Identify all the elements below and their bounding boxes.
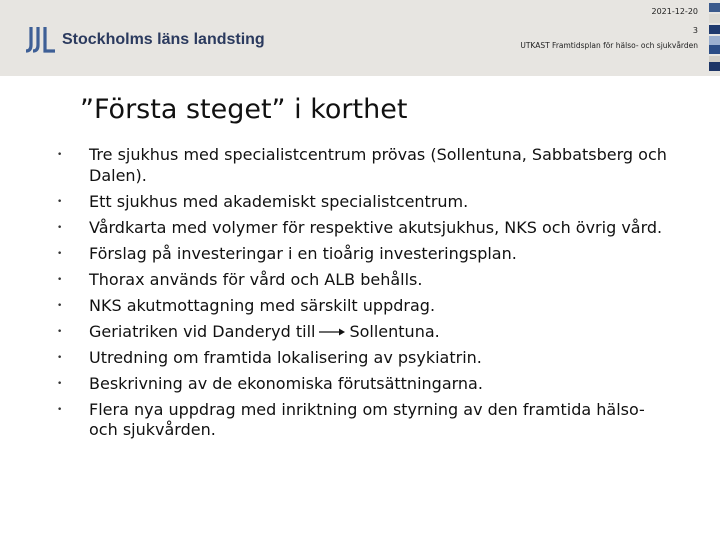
- bullet-icon: •: [57, 326, 63, 337]
- bullet-item: [57, 400, 677, 441]
- bullet-item: [57, 374, 677, 395]
- page-number: 3: [692, 26, 698, 35]
- bullet-item: [57, 296, 677, 317]
- bullet-text-before: Geriatriken vid Danderyd till: [89, 321, 316, 341]
- bullet-text: Förslag på investeringar i en tioårig investeringsplan.: [89, 243, 517, 263]
- bullet-item: [57, 270, 677, 291]
- right-arrow-icon: [317, 327, 347, 337]
- bullet-text: Beskrivning av de ekonomiska förutsättningarna.: [89, 373, 483, 393]
- accent-square: [709, 36, 720, 45]
- document-title: UTKAST Framtidsplan för hälso- och sjukvården: [520, 41, 698, 50]
- bullet-item: [57, 192, 677, 213]
- bullet-item: [57, 218, 677, 239]
- bullet-text-after: Sollentuna.: [349, 321, 440, 341]
- bullet-text: Flera nya uppdrag med inriktning om styrning av den framtida hälso- och sjukvården.: [89, 399, 645, 439]
- bullet-text: Thorax används för vård och ALB behålls.: [89, 269, 423, 289]
- accent-square: [709, 45, 720, 54]
- bullet-list: [57, 145, 677, 446]
- slide-date: 2021-12-20: [651, 7, 698, 16]
- bullet-icon: •: [57, 222, 63, 233]
- bullet-icon: •: [57, 300, 63, 311]
- slide-title: ”Första steget” i korthet: [80, 94, 408, 125]
- org-name: Stockholms läns landsting: [62, 31, 265, 48]
- bullet-icon: •: [57, 248, 63, 259]
- bullet-text: Utredning om framtida lokalisering av psykiatrin.: [89, 347, 482, 367]
- bullet-icon: •: [57, 378, 63, 389]
- accent-square: [709, 3, 720, 12]
- bullet-item: [57, 244, 677, 265]
- bullet-item: [57, 322, 677, 343]
- bullet-icon: •: [57, 352, 63, 363]
- sll-logo-icon: [24, 25, 56, 55]
- slide-header: [0, 0, 720, 76]
- bullet-item: [57, 145, 677, 186]
- accent-square: [709, 25, 720, 34]
- bullet-text: Vårdkarta med volymer för respektive akutsjukhus, NKS och övrig vård.: [89, 217, 663, 237]
- bullet-icon: •: [57, 274, 63, 285]
- bullet-icon: •: [57, 196, 63, 207]
- accent-square: [709, 14, 720, 23]
- bullet-text: NKS akutmottagning med särskilt uppdrag.: [89, 295, 436, 315]
- bullet-text: Ett sjukhus med akademiskt specialistcentrum.: [89, 191, 469, 211]
- bullet-text: Tre sjukhus med specialistcentrum prövas (Sollentuna, Sabbatsberg och Dalen).: [89, 145, 667, 185]
- bullet-icon: •: [57, 404, 63, 415]
- bullet-item: [57, 348, 677, 369]
- accent-square: [709, 62, 720, 71]
- bullet-icon: •: [57, 150, 63, 160]
- org-logo: [24, 24, 265, 56]
